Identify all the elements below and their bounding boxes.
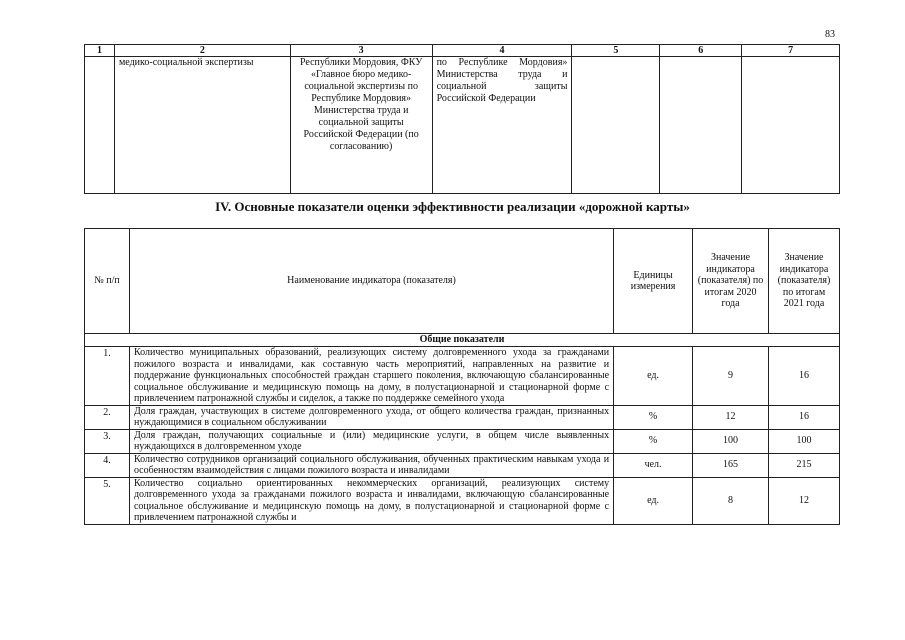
table-row — [85, 477, 840, 524]
cell-c5 — [572, 57, 660, 194]
header-unit: Единицы измерения — [614, 229, 693, 334]
table-row — [85, 405, 840, 429]
row-2021: 12 — [769, 477, 840, 524]
col-header-1: 1 — [85, 45, 115, 57]
row-2020: 12 — [693, 405, 769, 429]
table-row — [85, 453, 840, 477]
row-2020: 9 — [693, 347, 769, 406]
cell-c7 — [742, 57, 840, 194]
row-unit: % — [614, 405, 693, 429]
row-name: Количество социально ориентированных некоммерческих организаций, реализующих систему долговременного ухода за гражданами пожилого возраста и инвалидами, включающую сбалансированные социальное обслуживание и медицинскую помощь на дому, в полустационарной и стационарной форме с привлечением патронажной службы и — [129, 477, 613, 524]
section-label: Общие показатели — [85, 334, 840, 347]
header-num: № п/п — [85, 229, 130, 334]
row-2021: 16 — [769, 347, 840, 406]
cell-c4: по Республике Мордовия» Министерства труда и социальной защиты Российской Федерации — [432, 57, 572, 194]
header-2020: Значение индикатора (показателя) по итогам 2020 года — [693, 229, 769, 334]
row-2021: 100 — [769, 429, 840, 453]
cell-c6 — [660, 57, 742, 194]
table-row — [85, 429, 840, 453]
row-2021: 16 — [769, 405, 840, 429]
row-num: 2. — [85, 405, 130, 429]
row-name: Доля граждан, получающих социальные и (или) медицинские услуги, в общем числе выявленных нуждающихся в долговременном уходе — [129, 429, 613, 453]
header-2021: Значение индикатора (показателя) по итогам 2021 года — [769, 229, 840, 334]
row-unit: ед. — [614, 477, 693, 524]
page-number: 83 — [825, 29, 835, 40]
row-unit: чел. — [614, 453, 693, 477]
row-2021: 215 — [769, 453, 840, 477]
column-number-row — [85, 45, 840, 57]
col-header-4: 4 — [432, 45, 572, 57]
col-header-5: 5 — [572, 45, 660, 57]
col-header-3: 3 — [290, 45, 432, 57]
row-num: 5. — [85, 477, 130, 524]
row-unit: ед. — [614, 347, 693, 406]
section-title: IV. Основные показатели оценки эффективности реализации «дорожной карты» — [215, 199, 690, 214]
indicators-table — [84, 228, 840, 525]
col-header-7: 7 — [742, 45, 840, 57]
indicators-header-row — [85, 229, 840, 334]
cell-c2: медико-социальной экспертизы — [114, 57, 290, 194]
table-row — [85, 347, 840, 406]
row-num: 4. — [85, 453, 130, 477]
cell-c1 — [85, 57, 115, 194]
row-2020: 165 — [693, 453, 769, 477]
row-2020: 8 — [693, 477, 769, 524]
col-header-2: 2 — [114, 45, 290, 57]
cell-c3: Республики Мордовия, ФКУ «Главное бюро медико-социальной экспертизы по Республике Мордовия» Министерства труда и социальной защиты Российской Федерации (по согласованию) — [290, 57, 432, 194]
row-name: Количество сотрудников организаций социального обслуживания, обученных практическим навыкам ухода и особенностям взаимодействия с лицами пожилого возраста и инвалидами — [129, 453, 613, 477]
row-num: 1. — [85, 347, 130, 406]
section-row — [85, 334, 840, 347]
row-num: 3. — [85, 429, 130, 453]
row-unit: % — [614, 429, 693, 453]
row-name: Количество муниципальных образований, реализующих систему долговременного ухода за гражданами пожилого возраста и инвалидами, как составную часть мероприятий, направленных на развитие и поддержание функциональных способностей граждан старшего поколения, включающую сбалансированные социальное обслуживание и медицинскую помощь на дому, в полустационарной и стационарной форме с привлечением патронажной службы и сиделок, а также по поддержке семейного ухода — [129, 347, 613, 406]
row-name: Доля граждан, участвующих в системе долговременного ухода, от общего количества граждан, признанных нуждающимися в социальном обслуживании — [129, 405, 613, 429]
header-name: Наименование индикатора (показателя) — [129, 229, 613, 334]
row-2020: 100 — [693, 429, 769, 453]
col-header-6: 6 — [660, 45, 742, 57]
continuation-table — [84, 44, 840, 194]
table-row — [85, 57, 840, 194]
